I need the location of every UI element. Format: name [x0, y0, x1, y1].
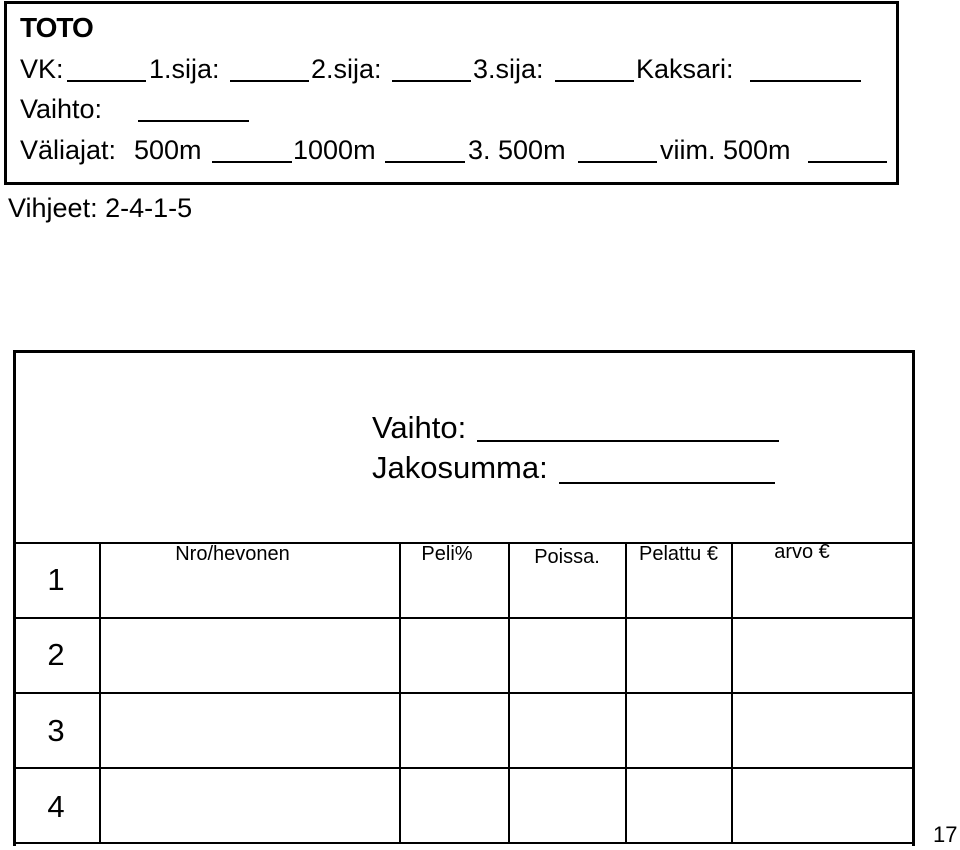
row-number: 2 — [47, 637, 65, 672]
bet-vaihto-field[interactable] — [477, 440, 779, 442]
first-place-field[interactable] — [230, 80, 309, 82]
vk-label: VK: — [20, 54, 64, 84]
row-number: 3 — [47, 713, 65, 748]
table-row-divider — [13, 692, 912, 694]
split-1000-field[interactable] — [385, 161, 465, 163]
vaihto-label: Vaihto: — [20, 94, 103, 124]
jakosumma-label: Jakosumma: — [372, 450, 548, 485]
vk-field[interactable] — [67, 80, 146, 82]
row-number: 4 — [47, 789, 65, 824]
row-number: 1 — [47, 562, 65, 597]
col-header-played: Pelattu € — [639, 543, 718, 565]
hints-text: Vihjeet: 2-4-1-5 — [8, 193, 193, 223]
split-500-field[interactable] — [212, 161, 292, 163]
form-title: TOTO — [20, 12, 93, 43]
col-header-scratched: Poissa. — [534, 546, 600, 568]
bet-vaihto-label: Vaihto: — [372, 410, 467, 445]
table-col-divider — [99, 542, 101, 843]
vaihto-field[interactable] — [138, 120, 249, 122]
split-last-field[interactable] — [808, 161, 887, 163]
table-col-divider — [508, 542, 510, 843]
split-third-field[interactable] — [578, 161, 657, 163]
page-number: 17 — [933, 822, 958, 847]
split-last-label: viim. 500m — [660, 135, 791, 165]
second-place-label: 2.sija: — [311, 54, 382, 84]
kaksari-field[interactable] — [750, 80, 861, 82]
third-place-label: 3.sija: — [473, 54, 544, 84]
jakosumma-field[interactable] — [559, 482, 775, 484]
split-third-label: 3. 500m — [468, 135, 566, 165]
valiajat-label: Väliajat: — [20, 135, 117, 165]
kaksari-label: Kaksari: — [636, 54, 734, 84]
table-col-divider — [625, 542, 627, 843]
col-header-value: arvo € — [774, 541, 830, 563]
table-col-divider — [399, 542, 401, 843]
col-header-play-percent: Peli% — [421, 543, 473, 565]
table-col-divider — [731, 542, 733, 843]
table-bottom-line — [13, 842, 912, 844]
table-row-divider — [13, 767, 912, 769]
table-row-divider — [13, 617, 912, 619]
split-1000-label: 1000m — [293, 135, 376, 165]
third-place-field[interactable] — [555, 80, 634, 82]
second-place-field[interactable] — [392, 80, 471, 82]
col-header-horse: Nro/hevonen — [175, 543, 290, 565]
split-500-label: 500m — [134, 135, 202, 165]
first-place-label: 1.sija: — [149, 54, 220, 84]
